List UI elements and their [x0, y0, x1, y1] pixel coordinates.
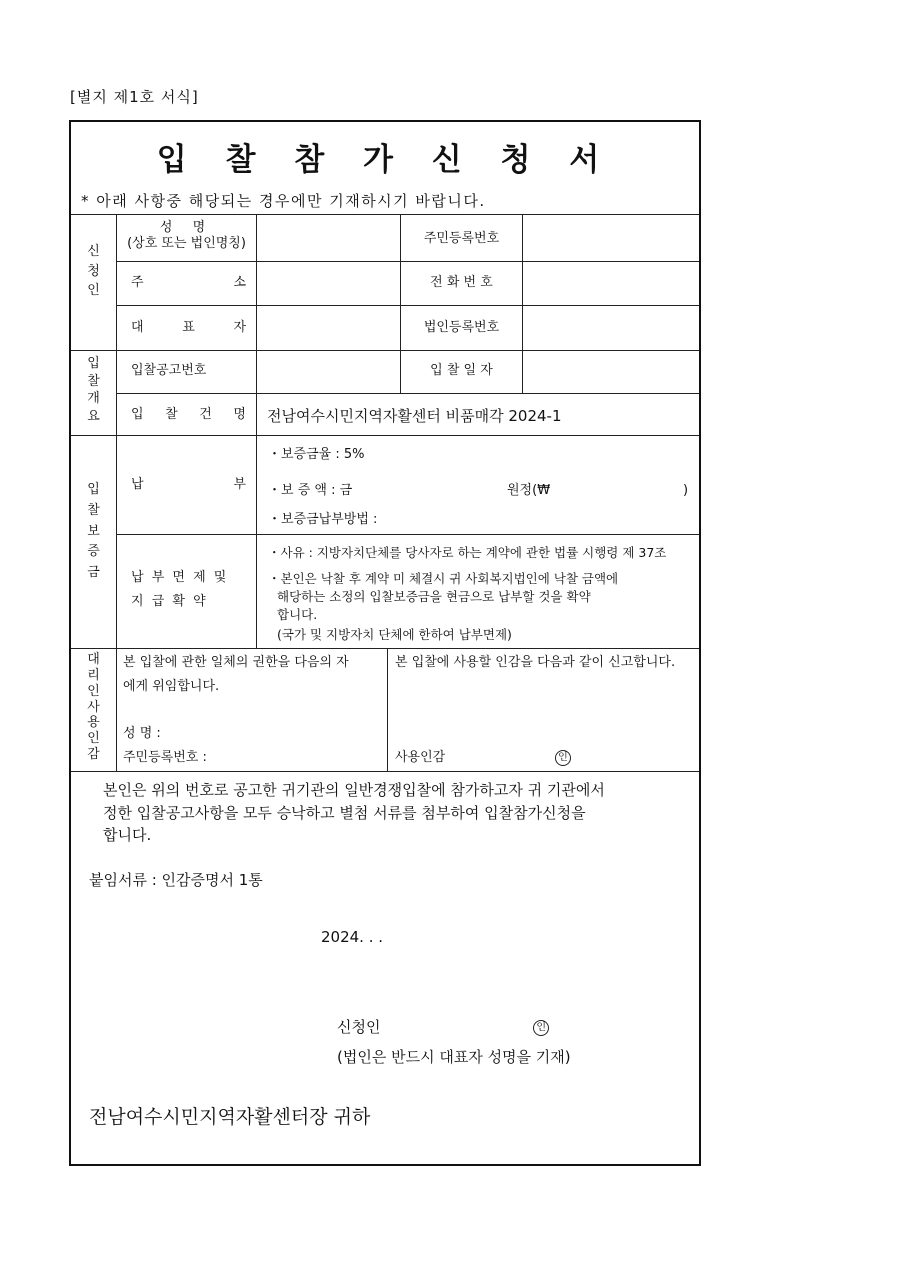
agent-section-label: 대 리 인 사 용 인 감	[87, 652, 100, 763]
signer-note: (법인은 반드시 대표자 성명을 기재)	[337, 1048, 571, 1066]
exemption-label: 납 부 면 제 및 지 급 확 약	[131, 570, 229, 610]
rule	[116, 214, 117, 771]
rule	[71, 214, 699, 215]
deposit-section-label: 입 찰 보 증 금	[87, 482, 100, 581]
rule	[116, 305, 699, 306]
rule	[522, 350, 523, 393]
seal-label: 사용인감	[395, 750, 446, 765]
pledge-line-2: 해당하는 소정의 입찰보증금을 현금으로 납부할 것을 확약	[277, 589, 591, 604]
phone-label: 전 화 번 호	[430, 275, 493, 290]
agent-resident-label: 주민등록번호 :	[123, 750, 207, 765]
deposit-amount-close: )	[683, 483, 689, 498]
rule	[256, 214, 257, 648]
address-label: 주 소	[131, 275, 246, 290]
delegation-line-1: 본 입찰에 관한 일체의 권한을 다음의 자	[123, 655, 349, 670]
form-title: 입 찰 참 가 신 청 서	[156, 142, 614, 178]
attachment-line: 붙임서류 : 인감증명서 1통	[89, 871, 263, 889]
deposit-amount: ・보 증 액 : 금	[268, 483, 353, 498]
payment-label: 납 부	[131, 477, 246, 492]
bid-item-value: 전남여수시민지역자활센터 비품매각 2024-1	[267, 407, 562, 425]
rule	[116, 261, 699, 262]
rule	[71, 435, 699, 436]
representative-label: 대 표 자	[131, 320, 246, 335]
declaration: 본인은 위의 번호로 공고한 귀기관의 일반경쟁입찰에 참가하고자 귀 기관에서 정한 입찰공고사항을 모두 승낙하고 별첨 서류를 첨부하여 입찰참가신청을 합니다.	[103, 781, 605, 844]
form-notice: * 아래 사항중 해당되는 경우에만 기재하시기 바랍니다.	[81, 192, 486, 210]
rule	[71, 648, 699, 649]
corp-no-label: 법인등록번호	[423, 320, 500, 335]
bid-overview-section-label: 입 찰 개 요	[87, 356, 100, 424]
application-form	[69, 120, 701, 1166]
rule	[522, 214, 523, 350]
exemption-reason: ・사유 : 지방자치단체를 당사자로 하는 계약에 관한 법률 시행령 제 37조	[268, 545, 667, 560]
rule	[116, 393, 699, 394]
resident-no-label: 주민등록번호	[423, 231, 500, 246]
delegation-line-2: 에게 위임합니다.	[123, 679, 220, 694]
agent-name-label: 성 명 :	[123, 726, 161, 741]
addressee: 전남여수시민지역자활센터장 귀하	[89, 1106, 371, 1128]
signer-line	[337, 1016, 549, 1037]
notice-no-label: 입찰공고번호	[131, 363, 207, 378]
name-label: 성 명 (상호 또는 법인명칭)	[127, 220, 246, 252]
application-date: 2024. . .	[321, 928, 384, 946]
pledge-line-3: 합니다.	[277, 607, 318, 622]
rule	[71, 350, 699, 351]
pledge-line-1: ・본인은 낙찰 후 계약 미 체결시 귀 사회복지법인에 낙찰 금액에	[268, 571, 619, 586]
form-number-label: [별지 제1호 서식]	[70, 88, 199, 106]
pledge-note: (국가 및 지방자치 단체에 한하여 납부면제)	[277, 627, 512, 642]
signer-label: 신청인	[337, 1018, 381, 1036]
seal-mark: 인	[555, 750, 571, 766]
seal-report-text: 본 입찰에 사용할 인감을 다음과 같이 신고합니다.	[395, 655, 676, 670]
bid-date-label: 입 찰 일 자	[430, 363, 493, 378]
bid-item-label: 입 찰 건 명	[131, 407, 246, 422]
rule	[387, 648, 388, 771]
deposit-rate: ・보증금율 : 5%	[268, 447, 365, 462]
applicant-section-label: 신 청 인	[87, 244, 100, 298]
rule	[71, 771, 699, 772]
deposit-amount-won: 원정(₩	[507, 483, 551, 498]
deposit-method: ・보증금납부방법 :	[268, 512, 378, 527]
rule	[116, 534, 699, 535]
signer-seal-mark: 인	[533, 1020, 549, 1036]
